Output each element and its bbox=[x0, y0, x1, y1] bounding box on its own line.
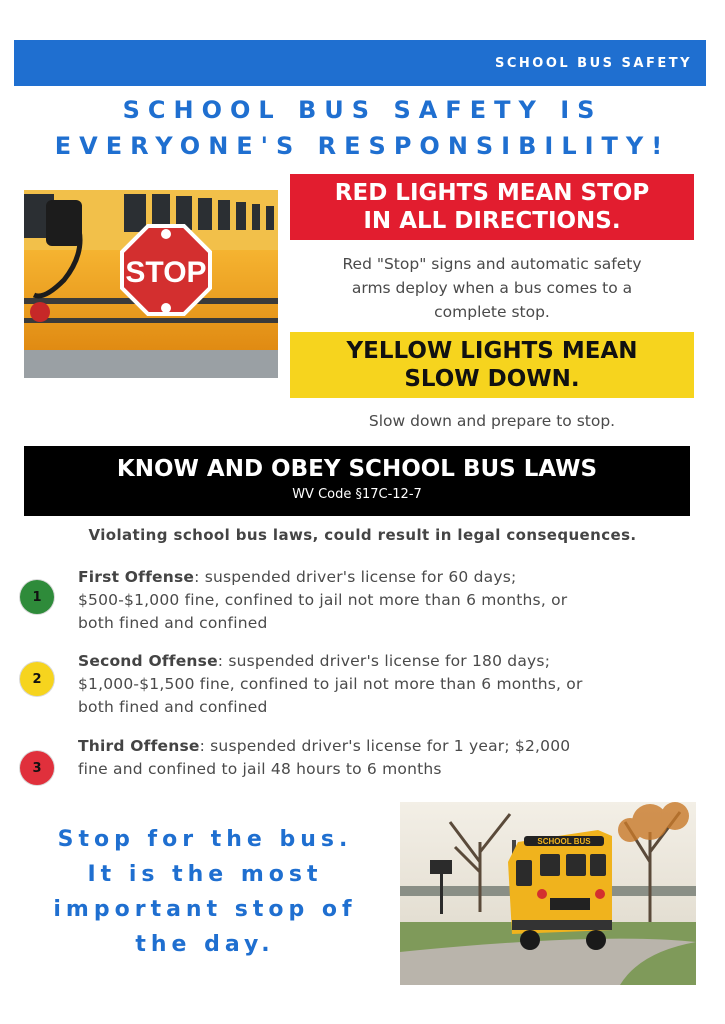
red-desc-line-1: Red "Stop" signs and automatic safety bbox=[342, 255, 642, 273]
laws-bar bbox=[24, 446, 690, 516]
offense-line: : suspended driver's license for 60 days; bbox=[194, 568, 517, 586]
stop-sign-text: STOP bbox=[125, 256, 207, 289]
school-bus-photo bbox=[400, 802, 696, 985]
legal-warning: Violating school bus laws, could result in legal consequences. bbox=[88, 526, 637, 544]
page-title bbox=[0, 92, 725, 164]
yellow-banner-line-2: SLOW DOWN. bbox=[404, 366, 580, 392]
red-banner-line-2: IN ALL DIRECTIONS. bbox=[363, 208, 621, 234]
yellow-lights-banner bbox=[290, 332, 694, 398]
laws-code: WV Code §17C-12-7 bbox=[292, 487, 422, 502]
stop-sign-illustration bbox=[24, 190, 278, 378]
bus-sign-text: SCHOOL BUS bbox=[537, 837, 591, 846]
laws-title: KNOW AND OBEY SCHOOL BUS LAWS bbox=[116, 456, 598, 482]
offense-badge-3: 3 bbox=[20, 751, 54, 785]
yellow-lights-description: Slow down and prepare to stop. bbox=[368, 412, 616, 430]
offense-label: Second Offense bbox=[78, 652, 218, 670]
offense-line: both fined and confined bbox=[78, 698, 268, 716]
closing-line-2: It is the most bbox=[87, 862, 323, 887]
offense-badge-2: 2 bbox=[20, 662, 54, 696]
offense-label: First Offense bbox=[78, 568, 195, 586]
closing-line-3: important stop of bbox=[53, 897, 357, 922]
header-bar bbox=[14, 40, 706, 86]
offense-badge-1: 1 bbox=[20, 580, 54, 614]
offense-line: : suspended driver's license for 180 days; bbox=[217, 652, 551, 670]
offense-line: fine and confined to jail 48 hours to 6 months bbox=[78, 760, 442, 778]
red-lights-banner bbox=[290, 174, 694, 240]
yellow-banner-line-1: YELLOW LIGHTS MEAN bbox=[346, 338, 638, 364]
closing-line-4: the day. bbox=[135, 932, 275, 957]
closing-line-1: Stop for the bus. bbox=[57, 827, 353, 852]
offense-line: : suspended driver's license for 1 year; $2,000 bbox=[199, 737, 571, 755]
red-desc-line-3: complete stop. bbox=[434, 303, 550, 321]
offense-text-third bbox=[78, 735, 698, 781]
offense-line: $500-$1,000 fine, confined to jail not more than 6 months, or bbox=[78, 591, 568, 609]
offense-line: both fined and confined bbox=[78, 614, 268, 632]
header-tag: SCHOOL BUS SAFETY bbox=[494, 55, 692, 71]
red-desc-line-2: arms deploy when a bus comes to a bbox=[351, 279, 633, 297]
school-bus-illustration bbox=[400, 802, 696, 985]
offense-line: $1,000-$1,500 fine, confined to jail not more than 6 months, or bbox=[78, 675, 583, 693]
title-line-1: SCHOOL BUS SAFETY IS bbox=[122, 96, 603, 124]
offense-label: Third Offense bbox=[78, 737, 200, 755]
offense-text-second bbox=[78, 650, 698, 719]
red-lights-description bbox=[294, 252, 690, 324]
stop-sign-photo bbox=[24, 190, 278, 378]
offense-text-first bbox=[78, 566, 698, 635]
closing-message bbox=[20, 822, 390, 962]
title-line-2: EVERYONE'S RESPONSIBILITY! bbox=[54, 132, 671, 160]
red-banner-line-1: RED LIGHTS MEAN STOP bbox=[334, 180, 650, 206]
